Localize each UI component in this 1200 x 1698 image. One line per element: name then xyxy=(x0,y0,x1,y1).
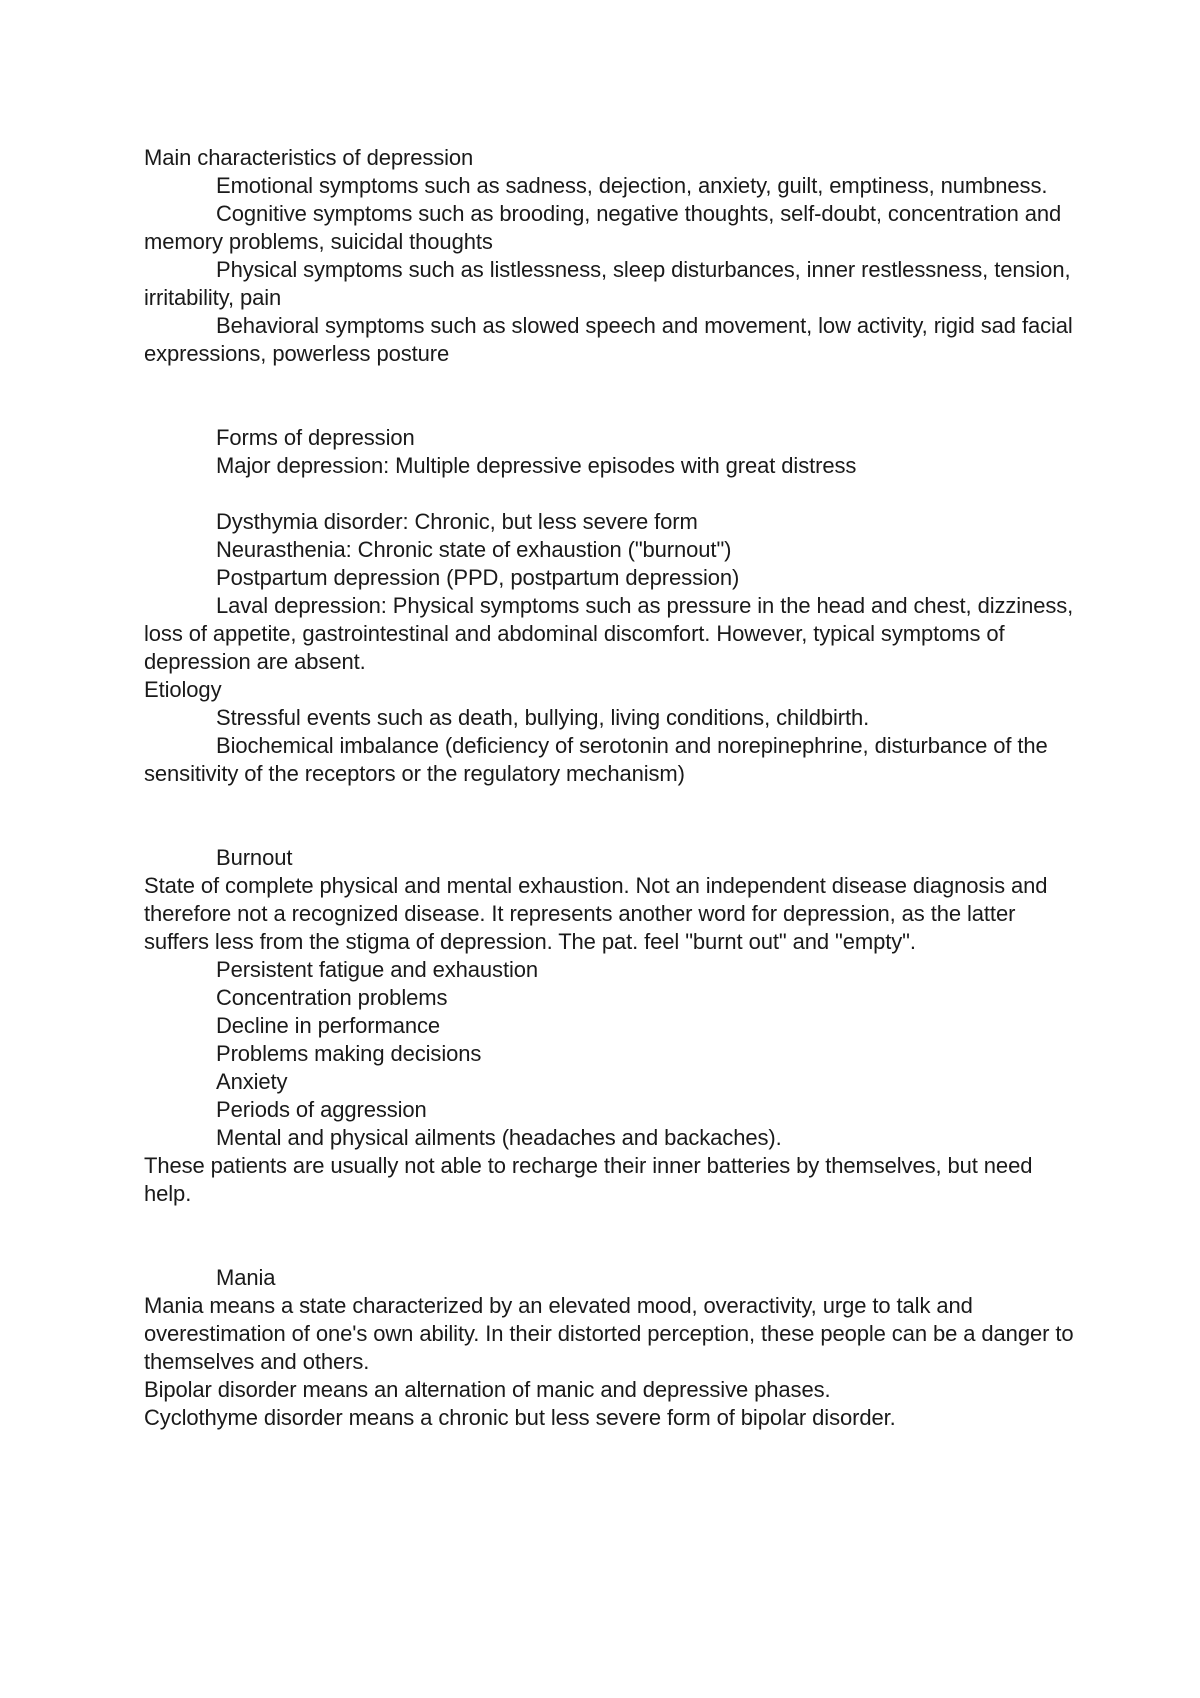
list-item: Stressful events such as death, bullying, living conditions, childbirth. xyxy=(216,705,870,730)
list-item: Major depression: Multiple depressive episodes with great distress xyxy=(216,453,857,478)
section-heading-forms: Forms of depression xyxy=(216,425,415,450)
list-item: Mental and physical ailments (headaches and backaches). xyxy=(216,1125,782,1150)
list-item: Decline in performance xyxy=(216,1013,441,1038)
list-item: Neurasthenia: Chronic state of exhaustion ("burnout") xyxy=(216,537,732,562)
list-item: Behavioral symptoms such as slowed speech and movement, low activity, rigid sad facial expressions, powerless posture xyxy=(144,313,1073,366)
list-item: Emotional symptoms such as sadness, dejection, anxiety, guilt, emptiness, numbness. xyxy=(216,173,1048,198)
document-body xyxy=(144,144,1074,1432)
list-item: Dysthymia disorder: Chronic, but less severe form xyxy=(216,509,698,534)
spacer xyxy=(144,788,1074,844)
section-heading-etiology: Etiology xyxy=(144,677,222,702)
list-item: Problems making decisions xyxy=(216,1041,482,1066)
section-heading-depression: Main characteristics of depression xyxy=(144,145,474,170)
list-item: Concentration problems xyxy=(216,985,448,1010)
paragraph: Mania means a state characterized by an elevated mood, overactivity, urge to talk and overestimation of one's own ability. In their distorted perception, these people can be a danger to themselves and others. xyxy=(144,1293,1074,1374)
spacer xyxy=(144,1208,1074,1264)
list-item: Physical symptoms such as listlessness, sleep disturbances, inner restlessness, tension, irritability, pain xyxy=(144,257,1071,310)
list-item: Periods of aggression xyxy=(216,1097,427,1122)
list-item: Laval depression: Physical symptoms such as pressure in the head and chest, dizziness, loss of appetite, gastrointestinal and abdominal discomfort. However, typical symptoms of depression are absent. xyxy=(144,593,1074,674)
paragraph: Cyclothyme disorder means a chronic but less severe form of bipolar disorder. xyxy=(144,1405,896,1430)
list-item: Biochemical imbalance (deficiency of serotonin and norepinephrine, disturbance of the sensitivity of the receptors or the regulatory mechanism) xyxy=(144,733,1048,786)
paragraph: These patients are usually not able to recharge their inner batteries by themselves, but need help. xyxy=(144,1153,1033,1206)
list-item: Cognitive symptoms such as brooding, negative thoughts, self-doubt, concentration and memory problems, suicidal thoughts xyxy=(144,201,1062,254)
paragraph: State of complete physical and mental exhaustion. Not an independent disease diagnosis and therefore not a recognized disease. It represents another word for depression, as the latter suffers less from the stigma of depression. The pat. feel "burnt out" and "empty". xyxy=(144,873,1048,954)
section-heading-mania: Mania xyxy=(216,1265,276,1290)
list-item: Persistent fatigue and exhaustion xyxy=(216,957,539,982)
section-heading-burnout: Burnout xyxy=(216,845,293,870)
spacer xyxy=(144,480,1074,508)
list-item: Anxiety xyxy=(216,1069,288,1094)
paragraph: Bipolar disorder means an alternation of manic and depressive phases. xyxy=(144,1377,831,1402)
spacer xyxy=(144,368,1074,424)
list-item: Postpartum depression (PPD, postpartum depression) xyxy=(216,565,740,590)
